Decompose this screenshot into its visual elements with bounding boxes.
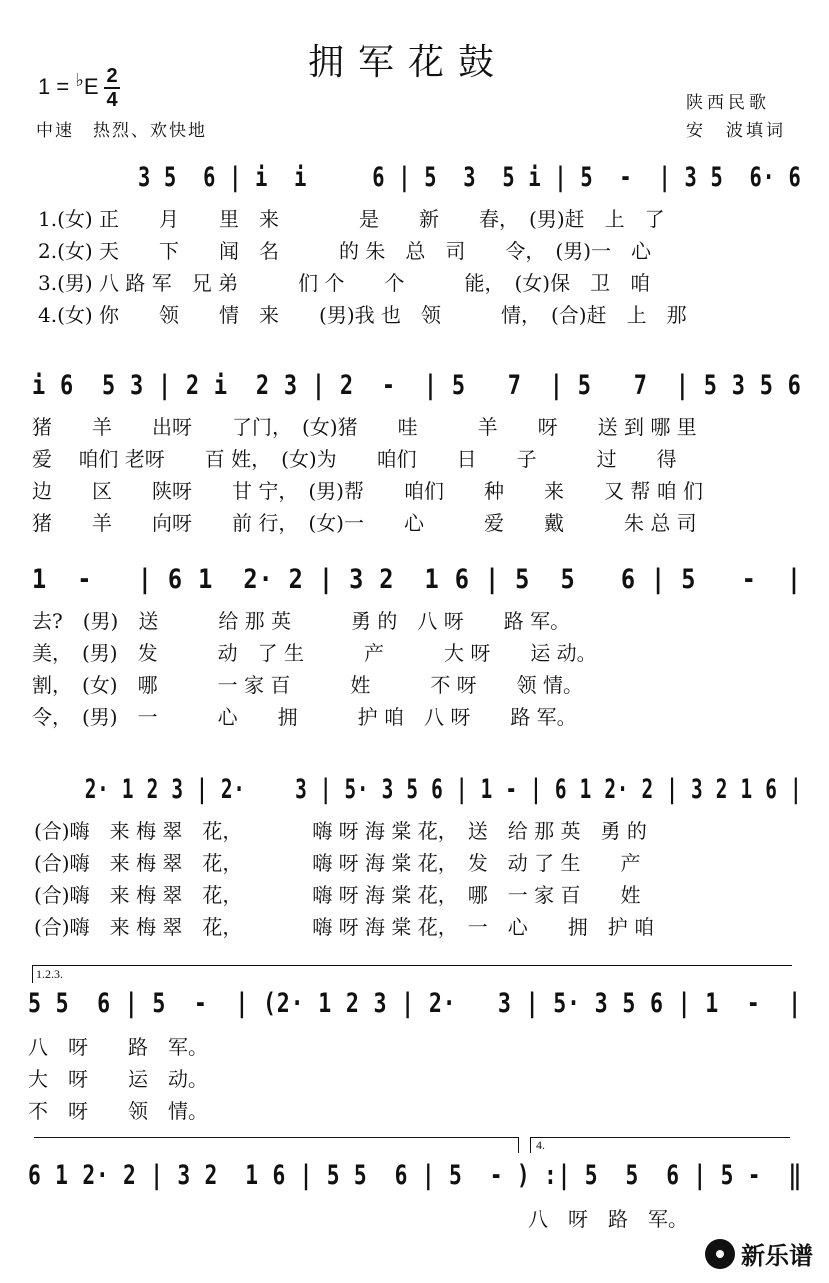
lyric-verse-4: 八 呀 路 军。 xyxy=(28,1207,688,1231)
lyric-verse-2: (合)嗨 来 梅 翠 花， 嗨 呀 海 棠 花， 发 动 了 生 产 xyxy=(34,851,641,875)
lyric-verse-3: 不 呀 领 情。 xyxy=(28,1099,208,1123)
meter-top: 2 xyxy=(106,65,118,87)
lyric-verse-4: 令， (男) 一 心 拥 护 咱 八 呀 路 军。 xyxy=(32,705,577,729)
volta-bracket-edge xyxy=(32,965,33,983)
staff-system-2 xyxy=(32,368,802,412)
volta-bracket-edge xyxy=(518,1137,519,1153)
key-prefix: 1 = xyxy=(38,74,76,99)
lyric-verse-1: 1.(女) 正 月 里 来 是 新 春， (男)赶 上 了 xyxy=(38,207,665,231)
volta-label-4: 4. xyxy=(536,1138,545,1152)
notation-line: 1 - | 6 1 2· 2 | 3 2 1 6 | 5 5 6 | 5 - | xyxy=(32,564,803,595)
lyric-verse-1: 八 呀 路 军。 xyxy=(28,1035,208,1059)
lyric-verse-3: 边 区 陕呀 甘 宁， (男)帮 咱们 种 来 又 帮 咱 们 xyxy=(32,479,704,503)
volta-bracket-continue xyxy=(34,1137,518,1138)
record-disc-icon xyxy=(705,1239,735,1269)
key-note: E xyxy=(83,74,99,99)
staff-system-1 xyxy=(112,160,802,204)
key-signature xyxy=(38,70,99,100)
time-signature xyxy=(104,66,120,110)
volta-bracket-edge xyxy=(530,1137,531,1153)
lyricist-credit: 安 波填词 xyxy=(686,121,786,141)
flat-sign: ♭ xyxy=(75,70,84,90)
notation-line: 6 1 2· 2 | 3 2 1 6 | 5 5 6 | 5 - ) :| 5 5 6 | 5 - ‖ xyxy=(28,1160,803,1191)
song-title: 拥军花鼓 xyxy=(308,42,509,83)
lyric-verse-4: 猪 羊 向呀 前 行， (女)一 心 爱 戴 朱 总 司 xyxy=(32,511,697,535)
notation-line: 5 5 6 | 5 - | (2· 1 2 3 | 2· 3 | 5· 3 5 6 | 1 - | xyxy=(28,988,803,1019)
notation-line: 2· 1 2 3 | 2· 3 | 5· 3 5 6 | 1 - | 6 1 2· 2 | 3 2 1 6 | xyxy=(60,774,803,805)
staff-system-6 xyxy=(28,1158,802,1202)
volta-bracket-123 xyxy=(32,965,792,966)
staff-system-4 xyxy=(60,772,802,816)
lyric-verse-4: 4.(女) 你 领 情 来 (男)我 也 领 情， (合)赶 上 那 xyxy=(38,303,687,327)
lyric-verse-1: 猪 羊 出呀 了门， (女)猪 哇 羊 呀 送 到 哪 里 xyxy=(32,415,697,439)
lyric-verse-3: (合)嗨 来 梅 翠 花， 嗨 呀 海 棠 花， 哪 一 家 百 姓 xyxy=(34,883,641,907)
site-logo xyxy=(705,1236,813,1271)
staff-system-3 xyxy=(32,562,802,606)
lyric-verse-3: 割， (女) 哪 一 家 百 姓 不 呀 领 情。 xyxy=(32,673,584,697)
tempo-marking: 中速 热烈、欢快地 xyxy=(36,121,207,141)
staff-system-5 xyxy=(28,986,802,1030)
volta-bracket-4 xyxy=(530,1137,790,1138)
notation-line: 3 5 6 | i i 6 | 5 3 5 i | 5 - | 3 5 6· 6 xyxy=(112,162,802,193)
meter-bottom: 4 xyxy=(106,89,118,111)
lyric-verse-2: 爱 咱们 老呀 百 姓， (女)为 咱们 日 子 过 得 xyxy=(32,447,677,471)
volta-label-123: 1.2.3. xyxy=(36,967,63,981)
lyric-verse-2: 美， (男) 发 动 了 生 产 大 呀 运 动。 xyxy=(32,641,597,665)
lyric-verse-4: (合)嗨 来 梅 翠 花， 嗨 呀 海 棠 花， 一 心 拥 护 咱 xyxy=(34,915,655,939)
logo-text: 新乐谱 xyxy=(741,1242,813,1270)
lyric-verse-1: 去? (男) 送 给 那 英 勇 的 八 呀 路 军。 xyxy=(32,609,571,633)
lyric-verse-2: 大 呀 运 动。 xyxy=(28,1067,208,1091)
lyric-verse-2: 2.(女) 天 下 闻 名 的 朱 总 司 令， (男)一 心 xyxy=(38,239,652,263)
song-source: 陕西民歌 xyxy=(686,93,770,113)
lyric-verse-3: 3.(男) 八 路 军 兄 弟 们 个 个 能， (女)保 卫 咱 xyxy=(38,271,651,295)
lyric-verse-1: (合)嗨 来 梅 翠 花， 嗨 呀 海 棠 花， 送 给 那 英 勇 的 xyxy=(34,819,647,843)
notation-line: i 6 5 3 | 2 i 2 3 | 2 - | 5 7 | 5 7 | 5 3 5 6 xyxy=(32,370,802,401)
